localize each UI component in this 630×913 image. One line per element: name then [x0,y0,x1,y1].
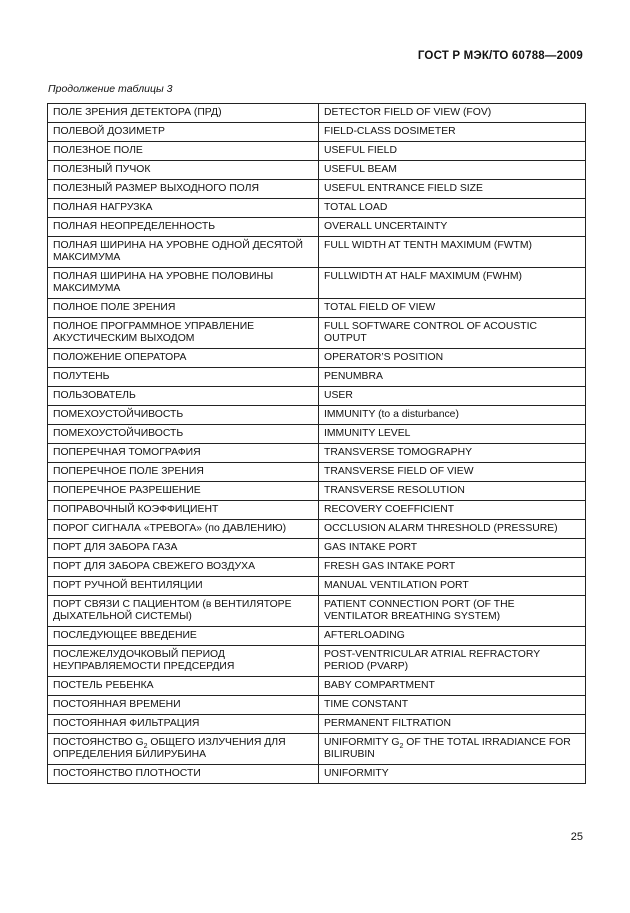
table-row [48,406,586,425]
term-ru: ПОСТОЯННАЯ ФИЛЬТРАЦИЯ [48,715,319,734]
term-ru: ПОЛЕЗНЫЙ РАЗМЕР ВЫХОДНОГО ПОЛЯ [48,180,319,199]
term-en: GAS INTAKE PORT [319,539,586,558]
table-row [48,349,586,368]
term-ru: ПОСЛЕЖЕЛУДОЧКОВЫЙ ПЕРИОД НЕУПРАВЛЯЕМОСТИ ПРЕДСЕРДИЯ [48,646,319,677]
term-en: MANUAL VENTILATION PORT [319,577,586,596]
term-ru: ПОПЕРЕЧНАЯ ТОМОГРАФИЯ [48,444,319,463]
term-ru [48,734,319,765]
term-en: PERMANENT FILTRATION [319,715,586,734]
table-row [48,765,586,784]
term-en: TRANSVERSE TOMOGRAPHY [319,444,586,463]
term-ru: ПОПЕРЕЧНОЕ РАЗРЕШЕНИЕ [48,482,319,501]
table-row [48,318,586,349]
term-en: RECOVERY COEFFICIENT [319,501,586,520]
term-ru: ПОЛНАЯ ШИРИНА НА УРОВНЕ ПОЛОВИНЫ МАКСИМУМА [48,268,319,299]
document-header: ГОСТ Р МЭК/ТО 60788—2009 [417,50,583,62]
term-en: FULLWIDTH AT HALF MAXIMUM (FWHM) [319,268,586,299]
term-en-text-end: OF THE TOTAL IRRADIANCE FOR BILIRUBIN [324,737,571,760]
term-ru: ПОСТЕЛЬ РЕБЕНКА [48,677,319,696]
term-ru: ПОРОГ СИГНАЛА «ТРЕВОГА» (по ДАВЛЕНИЮ) [48,520,319,539]
table-row [48,199,586,218]
term-ru: ПОЛЕЗНОЕ ПОЛЕ [48,142,319,161]
term-ru: ПОЛНАЯ НЕОПРЕДЕЛЕННОСТЬ [48,218,319,237]
term-ru: ПОСТОЯНСТВО ПЛОТНОСТИ [48,765,319,784]
term-en: PENUMBRA [319,368,586,387]
table-row [48,218,586,237]
table-row [48,539,586,558]
term-ru: ПОЛЕ ЗРЕНИЯ ДЕТЕКТОРА (ПРД) [48,104,319,123]
term-en: TIME CONSTANT [319,696,586,715]
term-en: FULL WIDTH AT TENTH MAXIMUM (FWTM) [319,237,586,268]
term-ru-text-start: ПОСТОЯНСТВО G [53,737,144,748]
term-en: OPERATOR’S POSITION [319,349,586,368]
table-row [48,558,586,577]
term-en [319,734,586,765]
table-row [48,715,586,734]
term-ru: ПОПЕРЕЧНОЕ ПОЛЕ ЗРЕНИЯ [48,463,319,482]
term-ru: ПОРТ ДЛЯ ЗАБОРА ГАЗА [48,539,319,558]
term-ru: ПОПРАВОЧНЫЙ КОЭФФИЦИЕНТ [48,501,319,520]
table-row [48,520,586,539]
term-en: AFTERLOADING [319,627,586,646]
terms-table-body [48,104,586,784]
term-en: TRANSVERSE RESOLUTION [319,482,586,501]
term-en: FULL SOFTWARE CONTROL OF ACOUSTIC OUTPUT [319,318,586,349]
term-en: IMMUNITY LEVEL [319,425,586,444]
term-ru-text-end: ОБЩЕГО ИЗЛУЧЕНИЯ ДЛЯ ОПРЕДЕЛЕНИЯ БИЛИРУБИНА [53,737,286,760]
term-en: TRANSVERSE FIELD OF VIEW [319,463,586,482]
term-ru: ПОМЕХОУСТОЙЧИВОСТЬ [48,406,319,425]
table-caption: Продолжение таблицы 3 [48,83,173,95]
page-number: 25 [570,831,583,843]
table-row [48,596,586,627]
table-row [48,368,586,387]
table-row [48,501,586,520]
term-en: USER [319,387,586,406]
term-en: IMMUNITY (to a disturbance) [319,406,586,425]
term-ru: ПОЛЕЗНЫЙ ПУЧОК [48,161,319,180]
term-en: DETECTOR FIELD OF VIEW (FOV) [319,104,586,123]
term-en: USEFUL FIELD [319,142,586,161]
term-ru: ПОЛУТЕНЬ [48,368,319,387]
table-row [48,444,586,463]
table-row [48,268,586,299]
table-row [48,677,586,696]
table-row [48,425,586,444]
term-en: UNIFORMITY [319,765,586,784]
term-en: OVERALL UNCERTAINTY [319,218,586,237]
term-ru: ПОЛНОЕ ПОЛЕ ЗРЕНИЯ [48,299,319,318]
term-ru: ПОЛНАЯ ШИРИНА НА УРОВНЕ ОДНОЙ ДЕСЯТОЙ МАКСИМУМА [48,237,319,268]
term-ru: ПОМЕХОУСТОЙЧИВОСТЬ [48,425,319,444]
term-ru-subscript: 2 [143,743,148,751]
table-row [48,734,586,765]
term-en: POST-VENTRICULAR ATRIAL REFRACTORY PERIOD (PVARP) [319,646,586,677]
table-row [48,142,586,161]
term-en: OCCLUSION ALARM THRESHOLD (PRESSURE) [319,520,586,539]
term-ru: ПОРТ РУЧНОЙ ВЕНТИЛЯЦИИ [48,577,319,596]
table-row [48,627,586,646]
term-en-subscript: 2 [399,743,404,751]
term-en: PATIENT CONNECTION PORT (OF THE VENTILATOR BREATHING SYSTEM) [319,596,586,627]
term-en: FIELD-CLASS DOSIMETER [319,123,586,142]
term-ru: ПОЛЬЗОВАТЕЛЬ [48,387,319,406]
table-row [48,123,586,142]
table-row [48,387,586,406]
table-row [48,696,586,715]
term-ru: ПОСЛЕДУЮЩЕЕ ВВЕДЕНИЕ [48,627,319,646]
table-row [48,463,586,482]
term-en: TOTAL LOAD [319,199,586,218]
table-row [48,237,586,268]
term-ru: ПОЛНАЯ НАГРУЗКА [48,199,319,218]
term-ru: ПОСТОЯННАЯ ВРЕМЕНИ [48,696,319,715]
term-en: TOTAL FIELD OF VIEW [319,299,586,318]
term-ru: ПОЛОЖЕНИЕ ОПЕРАТОРА [48,349,319,368]
term-en: BABY COMPARTMENT [319,677,586,696]
term-ru: ПОЛЕВОЙ ДОЗИМЕТР [48,123,319,142]
table-row [48,180,586,199]
table-row [48,161,586,180]
table-row [48,299,586,318]
term-en: USEFUL ENTRANCE FIELD SIZE [319,180,586,199]
table-row [48,482,586,501]
term-en: USEFUL BEAM [319,161,586,180]
table-row [48,646,586,677]
terms-table [47,103,586,784]
term-ru: ПОЛНОЕ ПРОГРАММНОЕ УПРАВЛЕНИЕ АКУСТИЧЕСКИМ ВЫХОДОМ [48,318,319,349]
term-en: FRESH GAS INTAKE PORT [319,558,586,577]
table-row [48,104,586,123]
term-ru: ПОРТ ДЛЯ ЗАБОРА СВЕЖЕГО ВОЗДУХА [48,558,319,577]
term-en-text-start: UNIFORMITY G [324,737,400,748]
table-row [48,577,586,596]
term-ru: ПОРТ СВЯЗИ С ПАЦИЕНТОМ (в ВЕНТИЛЯТОРЕ ДЫХАТЕЛЬНОЙ СИСТЕМЫ) [48,596,319,627]
